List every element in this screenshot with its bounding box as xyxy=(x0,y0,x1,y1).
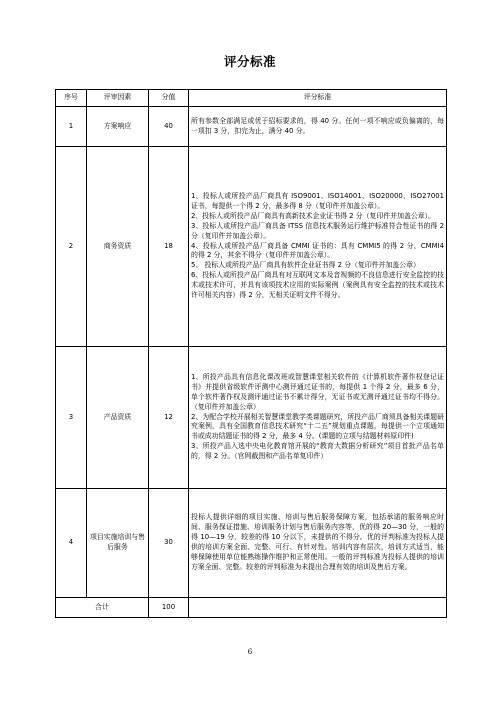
row-factor: 项目实施培训与售后服务 xyxy=(87,489,149,598)
criteria-item: 3、投标人或所投产品厂商具备 ITSS 信息技术服务运行维护标准符合性证书的得 2 分（复印件并加盖公章）。 xyxy=(191,221,444,240)
row-number: 4 xyxy=(56,489,87,598)
table-row xyxy=(56,107,447,147)
criteria-item: 投标人提供详细的项目实施、培训与售后服务保障方案，包括承诺的服务响应时间、服务保证措施、培训服务计划与售后服务内容等，优的得 20—30 分，一般的得 10—19 分，较差的得 10 分以下，未提供的不得分。优的评判标准为投标人提供的培训方案全面、完整、可行、有针对性。培训内容有层次，培训方式适当，能够保障使用单位能熟练操作维护和正常使用。一般的评判标准为投标人提供的培训方案全面、完整。较差的评判标准为未提出合理有效的培训及售后方案。 xyxy=(191,513,444,571)
page-number: 6 xyxy=(247,648,253,656)
page-title: 评分标准 xyxy=(223,54,276,69)
row-factor: 方案响应 xyxy=(87,107,149,147)
row-factor: 商务资质 xyxy=(87,147,149,347)
table-row xyxy=(56,489,447,598)
criteria-item: 1、所投产品具有信息化课改班或智慧课堂相关软件的《计算机软件著作权登记证书》并提供省级软件评测中心测评通过证书的，每提供 1 个得 2 分，最多 6 分，单个软件著作权及测评通过证书不累计得分，无证书或无测评通过证书均不得分。（复印件并加盖公章） xyxy=(191,372,444,411)
row-number: 2 xyxy=(56,147,87,347)
row-criteria xyxy=(189,147,447,347)
table-row xyxy=(56,147,447,347)
total-score: 100 xyxy=(149,598,189,618)
row-factor: 产品资质 xyxy=(87,347,149,489)
criteria-item: 4、投标人或所投产品厂商具备 CMMI 证书的：具有 CMMI5 的得 2 分，CMMI4 的得 2 分，其余不得分（复印件并加盖公章）。 xyxy=(191,241,444,260)
row-criteria xyxy=(189,107,447,147)
total-criteria-empty xyxy=(189,598,447,618)
scoring-table xyxy=(55,89,447,618)
criteria-item: 5、 投标人或所投产品厂商具有软件企业证书得 2 分（复印件并加盖公章） xyxy=(191,261,420,270)
row-score: 18 xyxy=(149,147,189,347)
table-total-row xyxy=(56,598,447,618)
header-no: 序号 xyxy=(56,90,87,107)
header-score: 分值 xyxy=(149,90,189,107)
total-label: 合计 xyxy=(56,598,149,618)
criteria-item: 3、所投产品入选中央电化教育馆开展的“教育大数据分析研究”项目首批产品名单的，得 2 分。（官网截图和产品名单复印件） xyxy=(191,442,444,461)
table-header-row xyxy=(56,90,447,107)
criteria-item: 所有参数全部满足或优于招标要求的，得 40 分。任何一项不响应或负偏离的，每一项扣 3 分，扣完为止，满分 40 分。 xyxy=(191,116,444,135)
row-score: 12 xyxy=(149,347,189,489)
table-row xyxy=(56,347,447,489)
header-factor: 评审因素 xyxy=(87,90,149,107)
criteria-item: 2、投标人或所投产品厂商具有高新技术企业证书得 2 分（复印件并加盖公章）。 xyxy=(191,211,435,220)
header-criteria: 评分标准 xyxy=(189,90,447,107)
row-score: 40 xyxy=(149,107,189,147)
row-criteria xyxy=(189,347,447,489)
criteria-item: 6、投标人或所投产品厂商具有对互联网文本及音视频的不良信息进行安全监控的技术或技术许可，并具有该项技术应用的实际案例（案例具有安全监控的技术或技术许可相关内容）得 2 分，无相关证明文件不得分。 xyxy=(191,271,444,300)
row-criteria xyxy=(189,489,447,598)
row-score: 30 xyxy=(149,489,189,598)
criteria-item: 1、投标人或所投产品厂商具有 ISO9001、ISO14001、ISO20000、ISO27001 证书，每提供一个得 2 分，最多得 8 分（复印件并加盖公章）。 xyxy=(191,192,444,210)
row-number: 3 xyxy=(56,347,87,489)
row-number: 1 xyxy=(56,107,87,147)
criteria-item: 2、为配合学校开展相关智慧课堂教学类课题研究，所投产品厂商须具备相关课题研究案例，具有全国教育信息技术研究“十二五”规划重点课题，每提供一个立项通知书或成功结题证书的得 2 分，最多 4 分。(课题的立项与结题材料原印件) xyxy=(191,412,444,441)
